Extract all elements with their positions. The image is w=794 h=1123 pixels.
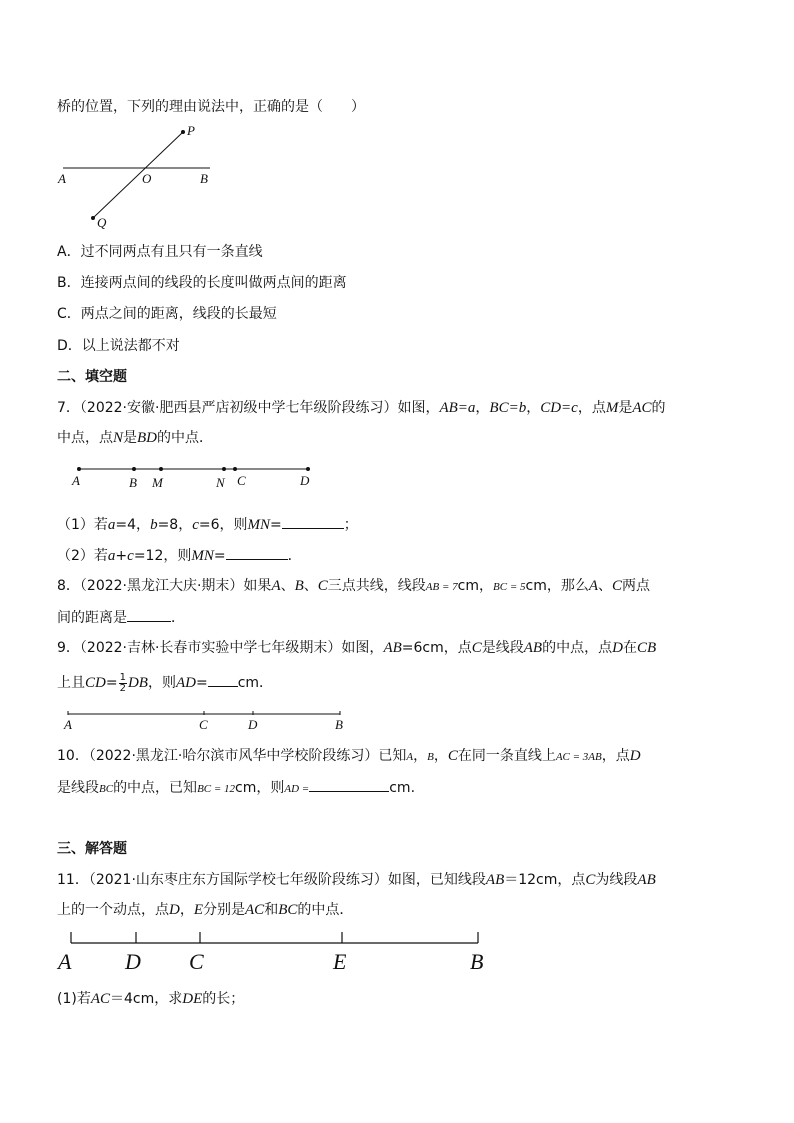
label-N: N [216,475,225,490]
answer-blank[interactable] [226,545,288,560]
q6-option-a[interactable]: A．过不同两点有且只有一条直线 [57,244,263,260]
q8-line1: 8．（2022·黑龙江大庆·期末）如果A、B、C三点共线，线段AB = 7cm，BC = 5cm，那么A、C两点 [57,578,651,594]
answer-blank[interactable] [282,514,344,529]
answer-blank[interactable] [309,777,389,792]
section-answer: 三、解答题 [57,841,127,857]
label-D: D [125,949,141,974]
label-B: B [200,171,208,186]
answer-blank[interactable] [127,607,171,622]
q6-option-c[interactable]: C．两点之间的距离，线段的长最短 [57,306,277,322]
label-C: C [199,717,208,732]
q9-line1: 9．（2022·吉林·长春市实验中学七年级期末）如图，AB=6cm，点C是线段AB的中点，点D在CB [57,640,657,656]
label-E: E [333,949,347,974]
label-A: A [58,949,72,974]
q6-stem: 桥的位置，下列的理由说法中，正确的是（ ） [57,99,365,115]
section-fill-in: 二、填空题 [57,369,127,385]
q8-line2: 间的距离是 ． [57,607,185,628]
label-B: B [335,717,343,732]
q7-figure [65,460,325,494]
q10-line1: 10．（2022·黑龙江·哈尔滨市风华中学校阶段练习）已知A，B，C在同一条直线上AC = 3AB，点D [57,748,641,764]
label-A: A [72,473,80,488]
label-D: D [248,717,258,732]
label-P: P [187,123,195,138]
label-Q: Q [97,215,107,230]
q7-line2: 中点，点N是BD的中点． [57,430,214,446]
q6-figure [55,125,225,235]
q6-option-d[interactable]: D．以上说法都不对 [57,338,180,354]
q11-sub1: (1)若AC＝4cm，求DE的长； [57,991,245,1007]
label-O: O [142,171,152,186]
q6-option-b[interactable]: B．连接两点间的线段的长度叫做两点间的距离 [57,275,347,291]
label-A: A [58,171,66,186]
fraction-one-half: $\frac{1}{2}$ [119,671,126,694]
answer-blank[interactable] [208,672,238,687]
q7-sub1: （1）若a=4，b=8，c=6，则MN= ； [57,514,358,535]
label-C: C [189,949,204,974]
label-D: D [300,473,310,488]
q11-figure [55,928,495,976]
q9-line2: 上且CD= $\frac{1}{2}$ DB，则AD= cm． [57,671,274,694]
label-B: B [129,475,137,490]
q10-line2: 是线段BC的中点，已知BC = 12cm，则AD = cm. [57,777,415,799]
label-A: A [64,717,72,732]
q11-line2: 上的一个动点，点D，E分别是AC和BC的中点． [57,902,354,918]
q9-figure [64,708,354,734]
q7-sub2: （2）若a+c=12，则MN= ． [57,545,302,566]
label-M: M [152,475,163,490]
q11-line1: 11．（2021·山东枣庄东方国际学校七年级阶段练习）如图，已知线段AB＝12cm，点C为线段AB [57,872,656,888]
label-B: B [470,949,484,974]
label-C: C [237,473,246,488]
q7-line1: 7．（2022·安徽·肥西县严店初级中学七年级阶段练习）如图，AB=a，BC=b，CD=c，点M是AC的 [57,400,666,416]
